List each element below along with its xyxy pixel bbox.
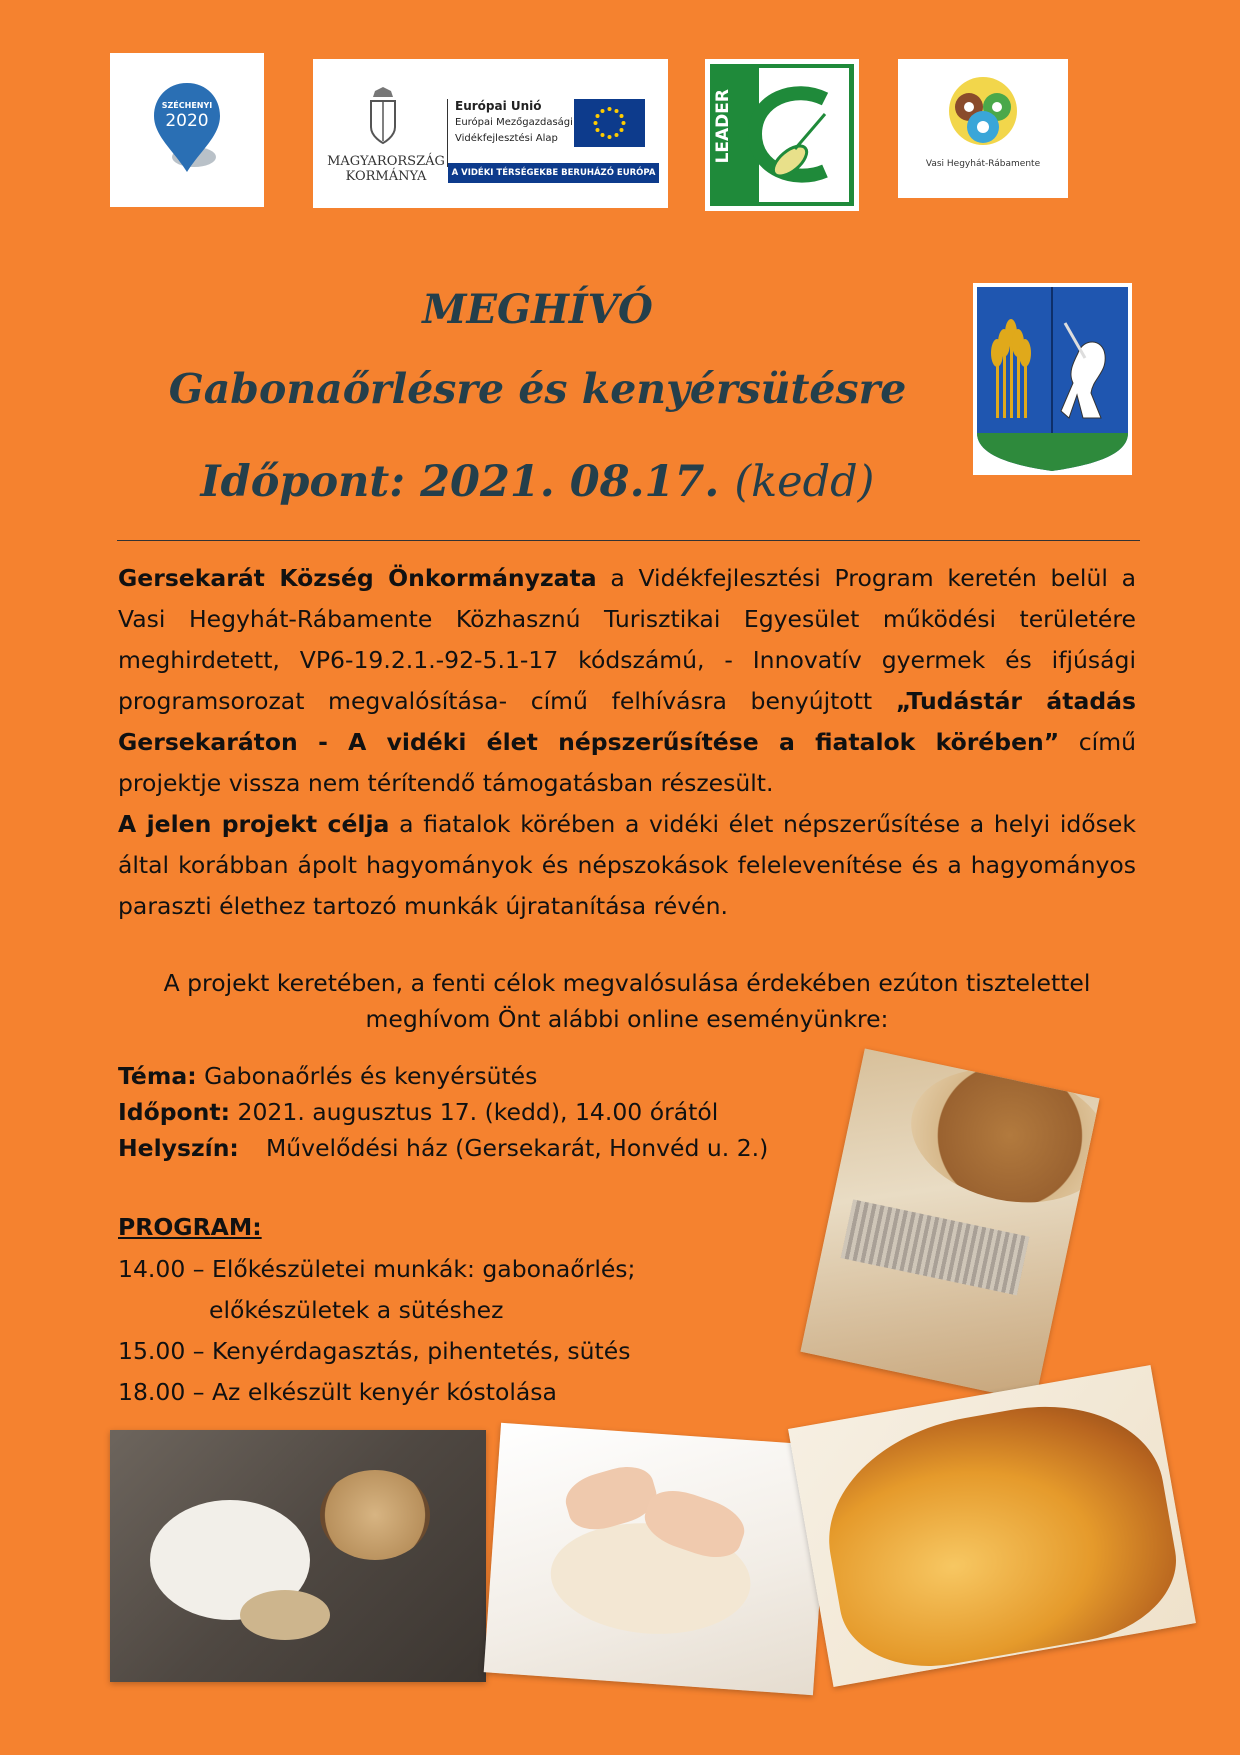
program-item [118, 1251, 635, 1287]
event-place-value: Művelődési ház (Gersekarát, Honvéd u. 2.) [266, 1134, 769, 1162]
program-time: 14.00 [118, 1255, 186, 1283]
eu-title: Európai Unió [455, 99, 542, 113]
program-heading: PROGRAM: [118, 1213, 262, 1241]
government-eu-logo [313, 59, 668, 208]
event-topic-value: Gabonaőrlés és kenyérsütés [196, 1062, 538, 1090]
invitation-text [118, 965, 1136, 1037]
eu-banner: A VIDÉKI TÉRSÉGEKBE BERUHÁZÓ EURÓPA [448, 163, 659, 183]
event-day: (kedd) [734, 457, 875, 507]
event-time-label: Időpont: [118, 1098, 231, 1126]
gov-name-line1: MAGYARORSZÁG [327, 154, 445, 169]
leader-logo [705, 59, 859, 211]
intro-text-1: a Vidékfejlesztési Program keretén belül a Vasi Hegyhát-Rábamente Közhasznú Turisztikai Egyesület működési területére meghirdetett, VP6-19.2.1.-92-5.1-17 kódszámú, - Innovatív gyermek és ifjúsági programsorozat megvalósítása- című felhívásra benyújtott [118, 564, 1137, 715]
hungarian-coat-of-arms-icon [363, 87, 403, 147]
vasi-logo-text: Vasi Hegyhát-Rábamente [925, 159, 1041, 169]
grain-mill-photo [800, 1048, 1099, 1401]
szechenyi-text: SZÉCHENYI [161, 101, 213, 110]
grain-bowl [899, 1051, 1100, 1220]
leader-sprout-icon [745, 79, 855, 189]
intro-paragraph [118, 558, 1136, 804]
program-dash: – [185, 1378, 212, 1406]
divider [447, 99, 448, 167]
event-date-heading [0, 457, 1075, 507]
goal-paragraph [118, 804, 1136, 927]
header-divider [117, 540, 1140, 541]
program-text: Kenyérdagasztás, pihentetés, sütés [211, 1337, 631, 1365]
event-time [118, 1094, 718, 1130]
goal-text: a fiatalok körében a vidéki élet népszerűsítése a helyi idősek által korábban ápolt hagyományok és népszokások felelevenítése és a hagyományos paraszti élethez tartozó munkák újratanítása révén. [118, 810, 1136, 920]
eu-fund-line1: Európai Mezőgazdasági [455, 117, 573, 128]
invitation-line-2: meghívom Önt alábbi online eseményünkre: [365, 1005, 889, 1033]
gov-name-line2: KORMÁNYA [345, 169, 427, 184]
intro-text-2: című projektje vissza nem térítendő támogatásban részesült. [118, 728, 1136, 797]
project-title: „Tudástár átadás Gersekaráton - A vidéki élet népszerűsítése a fiatalok körében” [118, 687, 1136, 756]
flour-and-grain-photo [110, 1430, 486, 1682]
program-text: Előkészületei munkák: gabonaőrlés; [211, 1255, 636, 1283]
event-date-label: Időpont: 2021. 08.17. [200, 457, 720, 507]
page-title: MEGHÍVÓ [422, 286, 653, 333]
program-item [118, 1333, 630, 1369]
event-place-label: Helyszín: [118, 1134, 239, 1162]
invitation-line-1: A projekt keretében, a fenti célok megvalósulása érdekében ezúton tisztelettel [163, 969, 1091, 997]
program-dash: – [185, 1337, 212, 1365]
program-item-continuation: előkészületek a sütéshez [209, 1296, 504, 1324]
program-time: 18.00 [118, 1378, 186, 1406]
szechenyi-2020-logo [110, 53, 264, 207]
page-subtitle: Gabonaőrlésre és kenyérsütésre [168, 365, 907, 413]
swirl-emblem-icon [943, 71, 1023, 151]
village-coat-of-arms [973, 283, 1132, 475]
program-item [118, 1374, 557, 1410]
event-place [118, 1130, 239, 1166]
oat-flakes [240, 1590, 330, 1640]
program-text: Az elkészült kenyér kóstolása [211, 1378, 557, 1406]
coat-of-arms-icon [973, 283, 1132, 475]
goal-label: A jelen projekt célja [118, 810, 390, 838]
grain-bowl [320, 1470, 430, 1560]
eu-flag-icon [574, 99, 645, 147]
event-topic [118, 1058, 537, 1094]
leader-text: LEADER [713, 89, 733, 164]
event-time-value: 2021. augusztus 17. (kedd), 14.00 órától [230, 1098, 719, 1126]
szechenyi-year: 2020 [165, 111, 209, 131]
program-time: 15.00 [118, 1337, 186, 1365]
event-topic-label: Téma: [118, 1062, 197, 1090]
program-dash: – [185, 1255, 212, 1283]
kneading-dough-photo [484, 1423, 831, 1695]
bread-loaf [811, 1386, 1188, 1681]
mill-stones [841, 1199, 1030, 1295]
baked-bread-photo [788, 1365, 1196, 1687]
organizer-name: Gersekarát Község Önkormányzata [118, 564, 597, 592]
vasi-hegyhat-rabamente-logo [898, 59, 1068, 198]
eu-fund-line2: Vidékfejlesztési Alap [455, 133, 558, 144]
